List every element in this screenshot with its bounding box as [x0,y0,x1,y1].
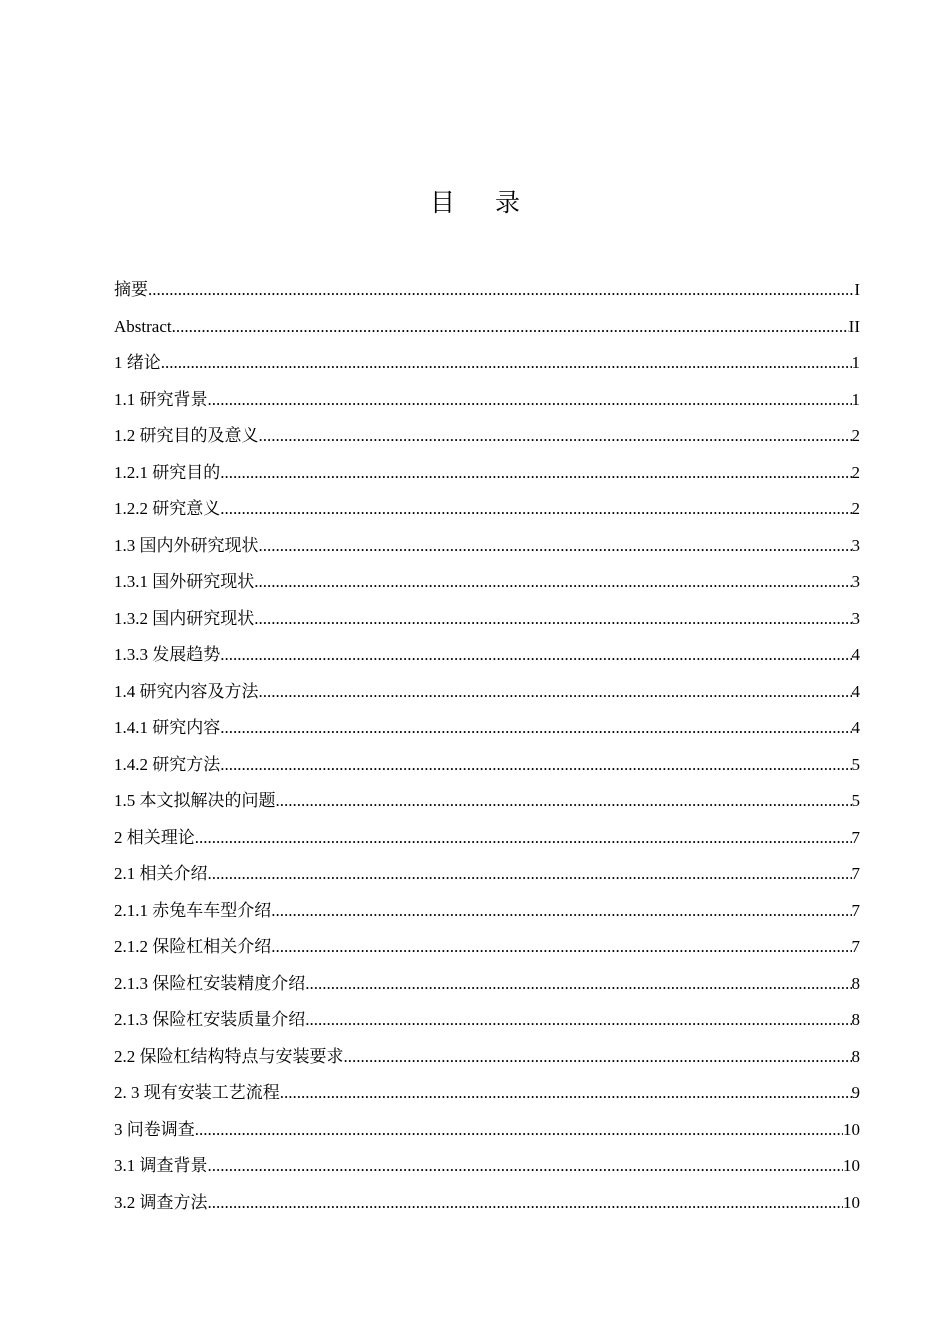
toc-dot-leader [259,418,852,455]
toc-entry-page-number: 4 [851,681,860,701]
toc-entry-page-number: 7 [851,900,860,920]
toc-entry-page-number: 2 [851,462,860,482]
toc-entry[interactable] [114,491,860,528]
toc-entry[interactable] [114,1185,860,1222]
toc-entry[interactable] [114,528,860,565]
toc-entry[interactable] [114,893,860,930]
toc-entry-label: 2.1 相关介绍 [114,864,208,883]
toc-entry[interactable] [114,710,860,747]
toc-entry[interactable] [114,820,860,857]
toc-entry-label: 2 相关理论 [114,827,195,847]
toc-entry-page-number: 5 [851,754,860,774]
toc-entry-page-number: 7 [851,827,860,847]
toc-entry[interactable] [114,345,860,382]
toc-dot-leader [344,1039,852,1076]
toc-entry-label: 1.4.2 研究方法 [114,754,221,774]
toc-entry-label: 3.1 调查背景 [114,1156,208,1175]
toc-dot-leader [208,856,852,893]
toc-entry[interactable] [114,1148,860,1185]
toc-entry[interactable] [114,564,860,601]
toc-entry-page-number: 7 [851,937,860,956]
toc-entry[interactable] [114,747,860,784]
toc-entry-label: 2.1.1 赤兔车车型介绍 [114,900,272,920]
toc-entry-page-number: 8 [851,973,860,993]
toc-entry-label: 1.3 国内外研究现状 [114,535,259,555]
toc-entry-label: 2.1.3 保险杠安装精度介绍 [114,973,306,993]
toc-dot-leader [172,309,849,346]
toc-dot-leader [208,382,852,419]
toc-dot-leader [148,272,854,309]
toc-entry-label: 3.2 调查方法 [114,1192,208,1212]
toc-entry-page-number: 10 [843,1192,860,1212]
toc-entry-label: 1.5 本文拟解决的问题 [114,791,276,810]
toc-entry-label: 1.4.1 研究内容 [114,718,221,737]
toc-dot-leader [259,674,852,711]
toc-entry-label: 2.1.3 保险杠安装质量介绍 [114,1010,306,1029]
toc-entry-label: 2.1.2 保险杠相关介绍 [114,937,272,956]
toc-entry-label: 摘要 [114,280,148,299]
toc-entry[interactable] [114,1039,860,1076]
toc-entry[interactable] [114,455,860,492]
toc-entry[interactable] [114,966,860,1003]
toc-dot-leader [259,528,852,565]
toc-dot-leader [305,1002,851,1039]
toc-entry[interactable] [114,382,860,419]
toc-entry-page-number: 3 [851,572,860,591]
toc-title: 目 录 [430,188,536,217]
toc-entry-label: 1.2.2 研究意义 [114,499,221,518]
toc-entry-page-number: 1 [851,389,860,409]
toc-entry-page-number: II [848,316,860,336]
toc-entry[interactable] [114,856,860,893]
toc-dot-leader [195,1112,843,1149]
toc-entry-label: 1.4 研究内容及方法 [114,681,259,701]
toc-entry-page-number: 2 [851,499,860,518]
toc-entry-page-number: 7 [851,864,860,883]
toc-entry-page-number: 10 [843,1119,860,1139]
toc-entry-page-number: 4 [851,645,860,664]
toc-dot-leader [271,893,851,930]
toc-entry-label: 3 问卷调查 [114,1119,195,1139]
toc-entry-page-number: 8 [851,1010,860,1029]
toc-dot-leader [220,455,851,492]
toc-entry[interactable] [114,601,860,638]
toc-list [114,272,860,1221]
toc-entry-label: 1.3.2 国内研究现状 [114,608,255,628]
toc-entry[interactable] [114,1002,860,1039]
toc-entry-page-number: 1 [851,353,860,372]
toc-dot-leader [208,1148,844,1185]
toc-entry-label: 1.1 研究背景 [114,389,208,409]
toc-entry-page-number: 10 [843,1156,860,1175]
toc-entry-page-number: 8 [851,1046,860,1066]
toc-entry-page-number: 2 [851,426,860,445]
toc-dot-leader [280,1075,852,1112]
toc-entry-label: 1.3.1 国外研究现状 [114,572,255,591]
toc-dot-leader [220,710,851,747]
toc-dot-leader [161,345,852,382]
toc-entry[interactable] [114,783,860,820]
toc-entry-label: 1.2 研究目的及意义 [114,426,259,445]
toc-dot-leader [276,783,852,820]
toc-entry-label: 1.2.1 研究目的 [114,462,221,482]
toc-dot-leader [254,601,851,638]
toc-dot-leader [220,637,851,674]
toc-dot-leader [305,966,851,1003]
toc-entry-page-number: 3 [851,535,860,555]
toc-entry-page-number: 9 [851,1083,860,1102]
toc-dot-leader [254,564,851,601]
toc-entry-label: Abstract [114,316,172,336]
toc-entry-page-number: I [854,280,860,299]
toc-entry-label: 1.3.3 发展趋势 [114,645,221,664]
toc-entry[interactable] [114,637,860,674]
toc-entry[interactable] [114,674,860,711]
toc-entry-label: 1 绪论 [114,353,161,372]
toc-entry[interactable] [114,272,860,309]
toc-entry[interactable] [114,309,860,346]
toc-dot-leader [195,820,852,857]
toc-entry-page-number: 3 [851,608,860,628]
toc-dot-leader [220,491,851,528]
toc-entry[interactable] [114,1075,860,1112]
toc-entry[interactable] [114,929,860,966]
toc-entry-label: 2. 3 现有安装工艺流程 [114,1083,280,1102]
toc-entry[interactable] [114,418,860,455]
toc-entry-page-number: 4 [851,718,860,737]
toc-dot-leader [208,1185,844,1222]
toc-entry-page-number: 5 [851,791,860,810]
toc-dot-leader [220,747,851,784]
toc-entry-label: 2.2 保险杠结构特点与安装要求 [114,1046,344,1066]
toc-dot-leader [271,929,851,966]
toc-entry[interactable] [114,1112,860,1149]
